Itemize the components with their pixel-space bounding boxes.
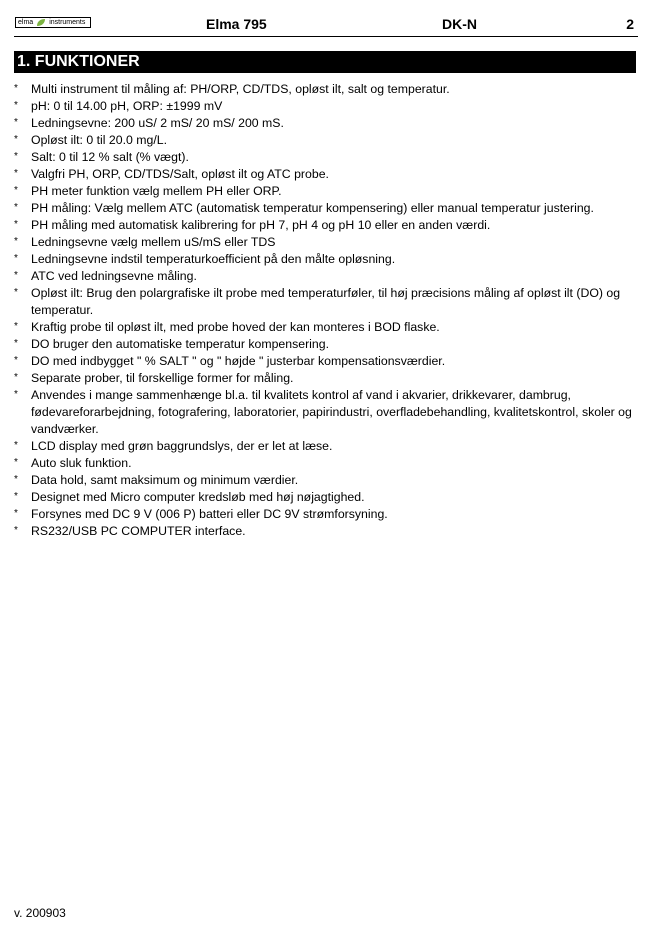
bullet-star-icon: *	[14, 151, 18, 162]
version-footer: v. 200903	[14, 906, 66, 920]
list-item-text: DO med indbygget " % SALT " og " højde " justerbar kompensationsværdier.	[31, 354, 446, 368]
list-item-text: ATC ved ledningsevne måling.	[31, 269, 197, 283]
bullet-star-icon: *	[14, 372, 18, 383]
list-item-text: Ledningsevne: 200 uS/ 2 mS/ 20 mS/ 200 mS.	[31, 116, 284, 130]
bullet-star-icon: *	[14, 440, 18, 451]
list-item	[14, 523, 636, 540]
bullet-star-icon: *	[14, 474, 18, 485]
list-item-text: RS232/USB PC COMPUTER interface.	[31, 524, 246, 538]
list-item	[14, 370, 636, 387]
list-item-text: LCD display med grøn baggrundslys, der er let at læse.	[31, 439, 333, 453]
bullet-star-icon: *	[14, 508, 18, 519]
list-item	[14, 200, 636, 217]
list-item-text: Designet med Micro computer kredsløb med høj nøjagtighed.	[31, 490, 365, 504]
list-item	[14, 268, 636, 285]
bullet-star-icon: *	[14, 525, 18, 536]
bullet-star-icon: *	[14, 457, 18, 468]
list-item	[14, 387, 636, 438]
list-item	[14, 285, 636, 319]
bullet-star-icon: *	[14, 253, 18, 264]
list-item	[14, 115, 636, 132]
bullet-star-icon: *	[14, 100, 18, 111]
list-item	[14, 319, 636, 336]
list-item	[14, 455, 636, 472]
list-item	[14, 438, 636, 455]
bullet-star-icon: *	[14, 236, 18, 247]
list-item	[14, 234, 636, 251]
list-item	[14, 166, 636, 183]
bullet-star-icon: *	[14, 202, 18, 213]
list-item	[14, 149, 636, 166]
bullet-star-icon: *	[14, 389, 18, 400]
bullet-star-icon: *	[14, 117, 18, 128]
list-item	[14, 353, 636, 370]
list-item	[14, 217, 636, 234]
list-item	[14, 489, 636, 506]
bullet-star-icon: *	[14, 83, 18, 94]
list-item-text: Valgfri PH, ORP, CD/TDS/Salt, opløst ilt og ATC probe.	[31, 167, 329, 181]
list-item-text: DO bruger den automatiske temperatur kompensering.	[31, 337, 330, 351]
leaf-icon	[36, 18, 46, 27]
bullet-star-icon: *	[14, 270, 18, 281]
bullet-star-icon: *	[14, 355, 18, 366]
list-item-text: PH meter funktion vælg mellem PH eller ORP.	[31, 184, 282, 198]
bullet-star-icon: *	[14, 168, 18, 179]
list-item-text: Kraftig probe til opløst ilt, med probe hoved der kan monteres i BOD flaske.	[31, 320, 440, 334]
list-item	[14, 81, 636, 98]
list-item-text: Anvendes i mange sammenhænge bl.a. til kvalitets kontrol af vand i akvarier, drikkevarer, dambrug, fødevareforarbejdning, fotografering, laboratorier, papirindustri, overfladebehandling, kvalitetskontrol, skoler og vandværker.	[31, 388, 632, 436]
list-item-text: Ledningsevne indstil temperaturkoefficient på den målte opløsning.	[31, 252, 396, 266]
list-item-text: Multi instrument til måling af: PH/ORP, CD/TDS, opløst ilt, salt og temperatur.	[31, 82, 450, 96]
list-item	[14, 132, 636, 149]
bullet-star-icon: *	[14, 491, 18, 502]
elma-logo	[15, 17, 91, 28]
list-item	[14, 336, 636, 353]
list-item-text: PH måling: Vælg mellem ATC (automatisk temperatur kompensering) eller manual temperatur justering.	[31, 201, 594, 215]
bullet-star-icon: *	[14, 134, 18, 145]
list-item-text: PH måling med automatisk kalibrering for pH 7, pH 4 og pH 10 eller en anden værdi.	[31, 218, 491, 232]
list-item-text: pH: 0 til 14.00 pH, ORP: ±1999 mV	[31, 99, 223, 113]
list-item-text: Separate prober, til forskellige former for måling.	[31, 371, 294, 385]
feature-list	[14, 81, 636, 540]
section-heading: 1. FUNKTIONER	[14, 51, 636, 73]
list-item-text: Salt: 0 til 12 % salt (% vægt).	[31, 150, 189, 164]
list-item	[14, 183, 636, 200]
list-item-text: Forsynes med DC 9 V (006 P) batteri eller DC 9V strømforsyning.	[31, 507, 388, 521]
logo-text-left: elma	[18, 19, 34, 26]
bullet-star-icon: *	[14, 338, 18, 349]
logo-text-right: instruments	[49, 19, 86, 26]
page-number: 2	[626, 16, 634, 32]
bullet-star-icon: *	[14, 287, 18, 298]
list-item-text: Auto sluk funktion.	[31, 456, 132, 470]
list-item	[14, 506, 636, 523]
list-item	[14, 251, 636, 268]
list-item-text: Data hold, samt maksimum og minimum værdier.	[31, 473, 299, 487]
bullet-star-icon: *	[14, 219, 18, 230]
list-item-text: Opløst ilt: 0 til 20.0 mg/L.	[31, 133, 167, 147]
list-item-text: Ledningsevne vælg mellem uS/mS eller TDS	[31, 235, 276, 249]
bullet-star-icon: *	[14, 321, 18, 332]
document-title: Elma 795	[206, 16, 267, 32]
page-header	[14, 14, 638, 37]
list-item	[14, 98, 636, 115]
list-item	[14, 472, 636, 489]
bullet-star-icon: *	[14, 185, 18, 196]
list-item-text: Opløst ilt: Brug den polargrafiske ilt probe med temperaturføler, til høj præcisions måling af opløst ilt (DO) og temperatur.	[31, 286, 621, 317]
language-code: DK-N	[442, 16, 477, 32]
